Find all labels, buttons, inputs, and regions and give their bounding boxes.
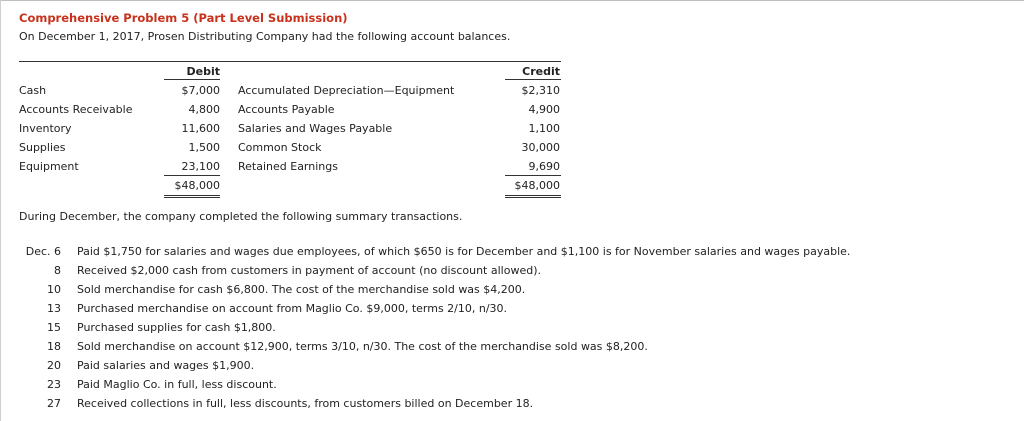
transaction-date: Dec. 6 [25, 245, 61, 258]
debit-header-underline [164, 79, 220, 80]
credit-account-name: Salaries and Wages Payable [238, 122, 393, 135]
transaction-date: 27 [47, 397, 61, 410]
credit-total-double-rule-2 [505, 197, 561, 198]
debit-account-name: Accounts Receivable [19, 103, 133, 116]
transaction-text: Purchased merchandise on account from Maglio Co. $9,000, terms 2/10, n/30. [77, 302, 508, 315]
credit-total: $48,000 [514, 179, 560, 192]
problem-intro: On December 1, 2017, Prosen Distributing Company had the following account balances. [19, 30, 511, 43]
problem-title: Comprehensive Problem 5 (Part Level Submission) [19, 11, 348, 25]
debit-total: $48,000 [174, 179, 220, 192]
credit-account-amount: 30,000 [521, 141, 560, 154]
left-border [0, 0, 1, 421]
top-border [0, 0, 1024, 1]
debit-account-amount: 11,600 [181, 122, 220, 135]
debit-total-double-rule-2 [164, 197, 220, 198]
debit-header: Debit [186, 65, 220, 78]
credit-account-name: Accumulated Depreciation—Equipment [238, 84, 455, 97]
credit-account-name: Retained Earnings [238, 160, 338, 173]
transaction-text: Sold merchandise for cash $6,800. The cost of the merchandise sold was $4,200. [77, 283, 526, 296]
transaction-date: 15 [47, 321, 61, 334]
transaction-text: Paid Maglio Co. in full, less discount. [77, 378, 277, 391]
transaction-text: Sold merchandise on account $12,900, terms 3/10, n/30. The cost of the merchandise sold was $8,200. [77, 340, 648, 353]
debit-account-amount: 1,500 [188, 141, 220, 154]
transaction-text: Received collections in full, less discounts, from customers billed on December 18. [77, 397, 534, 410]
debit-total-double-rule-1 [164, 195, 220, 196]
debit-account-name: Equipment [19, 160, 79, 173]
credit-account-amount: 9,690 [528, 160, 560, 173]
debit-account-name: Cash [19, 84, 47, 97]
debit-account-name: Inventory [19, 122, 72, 135]
credit-header: Credit [522, 65, 560, 78]
transactions-intro: During December, the company completed the following summary transactions. [19, 210, 463, 223]
transaction-date: 13 [47, 302, 61, 315]
transaction-date: 10 [47, 283, 61, 296]
debit-account-amount: $7,000 [181, 84, 220, 97]
transaction-text: Paid $1,750 for salaries and wages due employees, of which $650 is for December and $1,100 is for November salaries and wages payable. [77, 245, 851, 258]
credit-account-amount: 1,100 [528, 122, 560, 135]
credit-account-amount: 4,900 [528, 103, 560, 116]
credit-account-name: Accounts Payable [238, 103, 335, 116]
debit-account-name: Supplies [19, 141, 66, 154]
credit-total-double-rule-1 [505, 195, 561, 196]
transaction-text: Paid salaries and wages $1,900. [77, 359, 255, 372]
debit-account-amount: 23,100 [181, 160, 220, 173]
transaction-date: 18 [47, 340, 61, 353]
transaction-date: 20 [47, 359, 61, 372]
credit-account-amount: $2,310 [521, 84, 560, 97]
transaction-text: Received $2,000 cash from customers in payment of account (no discount allowed). [77, 264, 541, 277]
credit-header-underline [505, 79, 561, 80]
credit-account-name: Common Stock [238, 141, 322, 154]
transaction-date: 23 [47, 378, 61, 391]
debit-account-amount: 4,800 [188, 103, 220, 116]
transaction-text: Purchased supplies for cash $1,800. [77, 321, 276, 334]
transaction-date: 8 [54, 264, 61, 277]
